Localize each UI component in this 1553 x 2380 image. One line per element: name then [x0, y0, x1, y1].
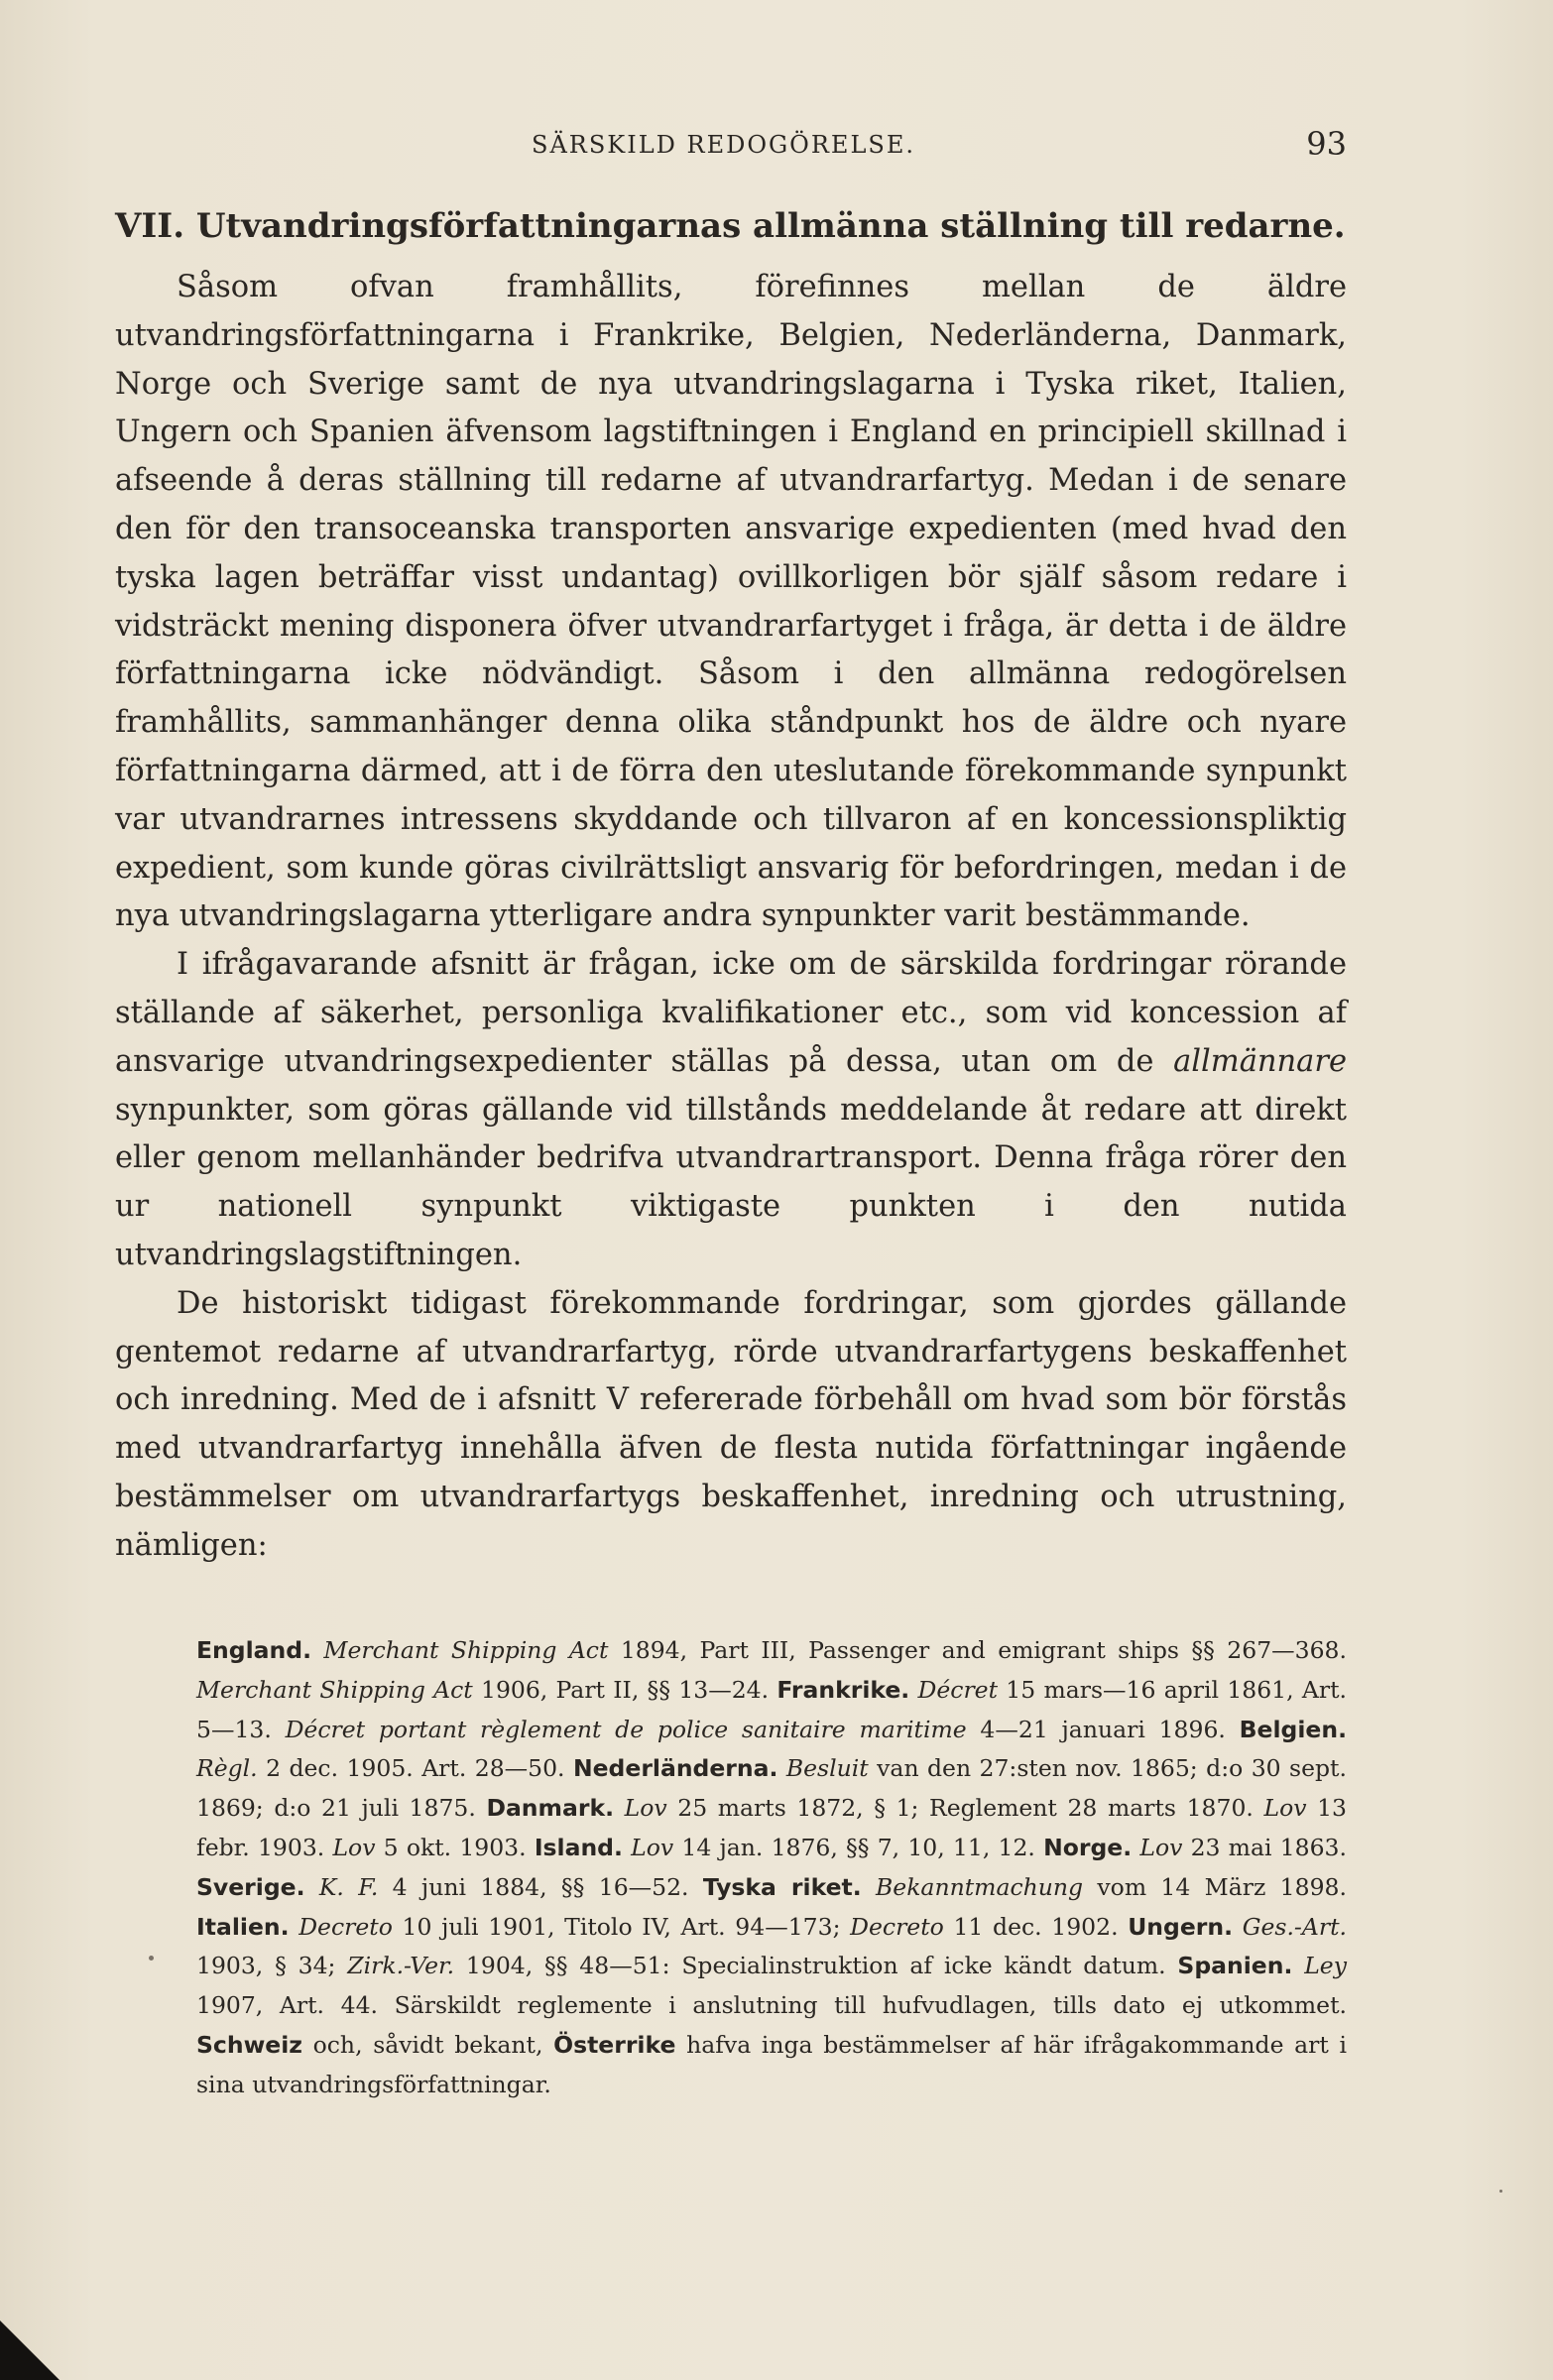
- law-title: Ley: [1304, 1952, 1347, 1980]
- law-title: Decreto: [850, 1912, 944, 1941]
- legislation-list: [196, 1631, 1347, 2105]
- legislation-paragraph: [196, 1631, 1347, 2105]
- citation-text: 1903, § 34;: [196, 1952, 348, 1980]
- citation-text: hafva inga bestämmelser af här ifrågakommande art i sina utvandringsförfattningar.: [196, 2030, 1347, 2098]
- country-name: Belgien.: [1239, 1715, 1348, 1743]
- country-name: Norge.: [1043, 1833, 1133, 1861]
- scan-speck: [149, 1956, 154, 1961]
- citation-text: 1907, Art. 44. Särskildt reglemente i anslutning till hufvudlagen, tills dato ej utkommet.: [196, 1991, 1347, 2020]
- country-name: England.: [196, 1636, 311, 1664]
- country-name: Schweiz: [196, 2030, 302, 2059]
- citation-text: [909, 1676, 917, 1704]
- law-title: Zirk.-Ver.: [347, 1952, 455, 1980]
- citation-text: 4 juni 1884, §§ 16—52.: [378, 1872, 703, 1901]
- law-title: Merchant Shipping Act: [196, 1675, 473, 1704]
- citation-text: 14 jan. 1876, §§ 7, 10, 11, 12.: [673, 1833, 1044, 1861]
- paragraph-2-emphasis: allmännare: [1173, 1043, 1347, 1079]
- running-header: [115, 125, 1347, 165]
- scan-speck: [1499, 2190, 1502, 2193]
- section-heading: [115, 206, 1355, 246]
- citation-text: [614, 1794, 625, 1822]
- law-title: Lov: [1263, 1794, 1307, 1823]
- country-name: Nederländerna.: [572, 1754, 778, 1783]
- law-title: Ges.-Art.: [1242, 1912, 1347, 1941]
- citation-text: [1292, 1952, 1304, 1979]
- paragraph-2-end: synpunkter, som göras gällande vid tillstånds meddelande åt redare att direkt eller genom mellanhänder bedrifva utvandrartransport. Denna fråga rörer den ur nationell synpunkt viktigaste punkten i den nutida utvandringslagstiftningen.: [115, 1092, 1347, 1272]
- section-number: VII.: [115, 206, 185, 246]
- law-title: Decreto: [299, 1912, 393, 1941]
- law-title: Lov: [1139, 1833, 1183, 1861]
- citation-text: van den 27:sten nov. 1865; d:o 30 sept. 1869; d:o 21 juli 1875.: [196, 1754, 1347, 1823]
- citation-text: [1233, 1913, 1243, 1941]
- citation-text: [777, 1754, 785, 1782]
- citation-text: [311, 1636, 323, 1664]
- page-number: 93: [1306, 125, 1347, 163]
- country-name: Island.: [534, 1833, 623, 1861]
- citation-text: [862, 1873, 876, 1901]
- citation-text: vom 14 März 1898.: [1083, 1872, 1347, 1901]
- section-title: Utvandringsförfattningarnas allmänna ställning till redarne.: [195, 206, 1346, 246]
- citation-text: 1904, §§ 48—51: Specialinstruktion af icke kändt datum.: [454, 1952, 1178, 1980]
- citation-text: och, såvidt bekant,: [301, 2030, 554, 2059]
- citation-text: 1906, Part II, §§ 13—24.: [472, 1675, 777, 1704]
- paragraph-1: Såsom ofvan framhållits, förefinnes mellan de äldre utvandringsförfattningarna i Frankrike, Belgien, Nederländerna, Danmark, Norge och Sverige samt de nya utvandringslagarna i Tyska riket, Italien, Ungern och Spanien äfvensom lagstiftningen i England en principiell skillnad i afseende å deras ställning till redarne af utvandrarfartyg. Medan i de senare den för den transoceanska transporten ansvarige expedienten (med hvad den tyska lagen beträffar visst undantag) ovillkorligen bör själf såsom redare i vidsträckt mening disponera öfver utvandrarfartyget i fråga, är detta i de äldre författningarna icke nödvändigt. Såsom i den allmänna redogörelsen framhållits, sammanhänger denna olika ståndpunkt hos de äldre och nyare författningarna därmed, att i de förra den uteslutande förekommande synpunkt var utvandrarnes intressens skyddande och tillvaron af en koncessionspliktig expedient, som kunde göras civilrättsligt ansvarig för befordringen, medan i de nya utvandringslagarna ytterligare andra synpunkter varit bestämmande.: [115, 270, 1347, 934]
- citation-text: 10 juli 1901, Titolo IV, Art. 94—173;: [392, 1912, 851, 1941]
- paragraph-2: [115, 941, 1347, 1280]
- country-name: Frankrike.: [776, 1675, 910, 1704]
- citation-text: 1894, Part III, Passenger and emigrant ships §§ 267—368.: [608, 1636, 1347, 1664]
- country-name: Italien.: [196, 1912, 290, 1941]
- country-name: Sverige.: [196, 1872, 305, 1901]
- law-title: Lov: [631, 1833, 674, 1861]
- citation-text: 15 mars—16 april 1861, Art. 5—13.: [196, 1675, 1347, 1743]
- paragraph-2-start: I ifrågavarande afsnitt är frågan, icke om de särskilda fordringar rörande ställande af säkerhet, personliga kvalifikationer etc., som vid koncession af ansvarige utvandringsexpedienter ställas på dessa, utan om de: [115, 947, 1347, 1079]
- scan-corner-shadow: [0, 2320, 60, 2380]
- law-title: Décret portant règlement de police sanitaire maritime: [285, 1715, 967, 1743]
- country-name: Österrike: [553, 2030, 676, 2059]
- law-title: Besluit: [785, 1754, 869, 1783]
- paragraph-3: De historiskt tidigast förekommande fordringar, som gjordes gällande gentemot redarne af utvandrarfartyg, rörde utvandrarfartygens beskaffenhet och inredning. Med de i afsnitt V refererade förbehåll om hvad som bör förstås med utvandrarfartyg innehålla äfven de flesta nutida författningar ingående bestämmelser om utvandrarfartygs beskaffenhet, inredning och utrustning, nämligen:: [115, 1285, 1347, 1563]
- running-title: SÄRSKILD REDOGÖRELSE.: [532, 131, 915, 159]
- citation-text: [305, 1873, 319, 1901]
- law-title: Bekanntmachung: [876, 1872, 1084, 1901]
- citation-text: 23 mai 1863.: [1182, 1833, 1347, 1861]
- body-text: [115, 264, 1347, 1571]
- law-title: Décret: [917, 1675, 999, 1704]
- country-name: Ungern.: [1128, 1912, 1234, 1941]
- law-title: Merchant Shipping Act: [323, 1636, 609, 1664]
- citation-text: 5 okt. 1903.: [375, 1833, 535, 1861]
- law-title: K. F.: [318, 1872, 379, 1901]
- citation-text: [290, 1913, 299, 1941]
- law-title: Règl.: [196, 1754, 258, 1783]
- citation-text: [623, 1834, 631, 1861]
- country-name: Danmark.: [486, 1794, 615, 1823]
- citation-text: 4—21 januari 1896.: [966, 1715, 1240, 1743]
- law-title: Lov: [332, 1833, 376, 1861]
- citation-text: 11 dec. 1902.: [943, 1912, 1129, 1941]
- country-name: Spanien.: [1177, 1952, 1293, 1980]
- citation-text: 13 febr. 1903.: [196, 1794, 1347, 1861]
- citation-text: 2 dec. 1905. Art. 28—50.: [257, 1754, 573, 1783]
- law-title: Lov: [624, 1794, 667, 1823]
- country-name: Tyska riket.: [702, 1872, 862, 1901]
- citation-text: 25 marts 1872, § 1; Reglement 28 marts 1870.: [666, 1794, 1264, 1823]
